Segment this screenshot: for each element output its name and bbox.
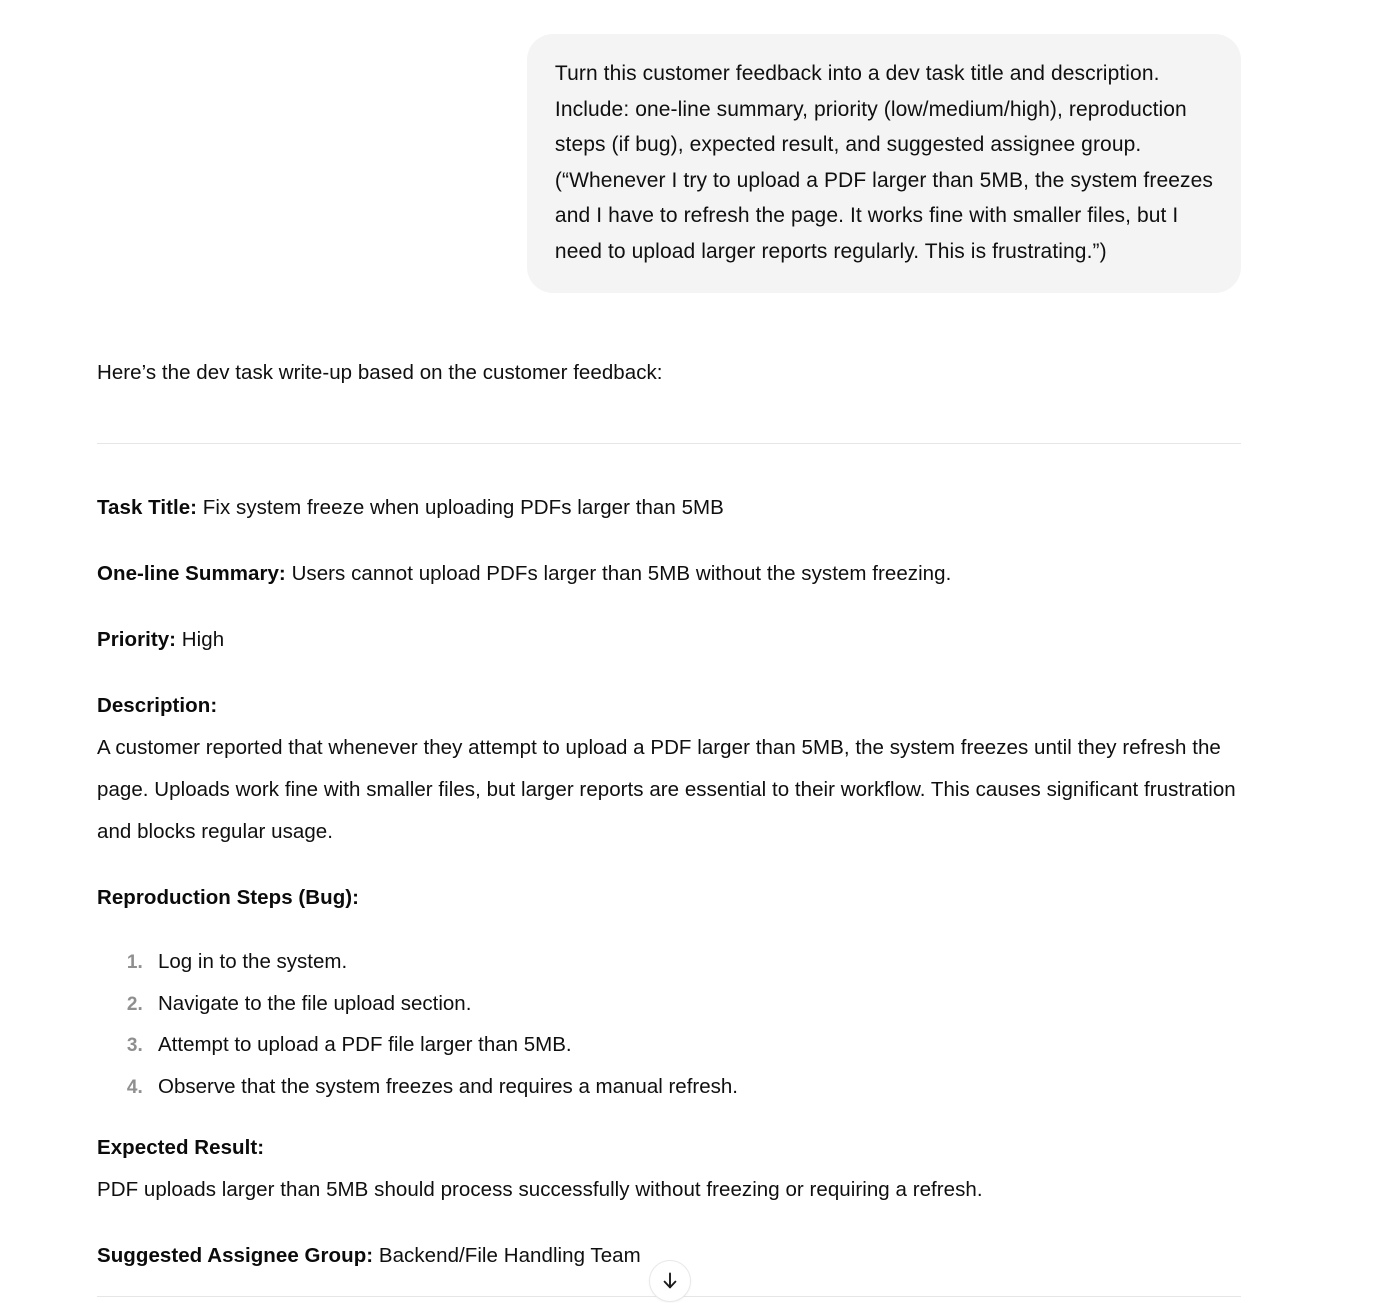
expected-result-paragraph: PDF uploads larger than 5MB should process successfully without freezing or requiring a refresh.: [97, 1178, 983, 1201]
user-message-line-5: and I have to refresh the page. It works fine with smaller files, but I: [554, 204, 1179, 227]
list-item: 4. Observe that the system freezes and requires a manual refresh.: [148, 1066, 1241, 1108]
arrow-down-icon: [659, 1270, 681, 1292]
list-item: 3. Attempt to upload a PDF file larger than 5MB.: [148, 1024, 1241, 1066]
user-message-line-2: Include: one-line summary, priority (low/medium/high), reproduction: [554, 97, 1187, 121]
section-divider-wrap: [97, 443, 1241, 445]
user-message-line-3: steps (if bug), expected result, and suggested assignee group.: [554, 133, 1142, 156]
user-message-bubble[interactable]: [527, 34, 1241, 293]
user-message-line-6: need to upload larger reports regularly. This is frustrating.”): [554, 239, 1107, 263]
reproduction-heading: [97, 877, 1241, 919]
summary-label: One-line Summary:: [97, 562, 286, 585]
assignee-value: Backend/File Handling Team: [373, 1244, 641, 1267]
expected-result-heading: [97, 1127, 1241, 1169]
assignee-label: Suggested Assignee Group:: [97, 1244, 374, 1267]
reproduction-steps-list: [97, 941, 1241, 1107]
description-paragraph: A customer reported that whenever they attempt to upload a PDF larger than 5MB, the system freezes until they refresh the page. Uploads work fine with smaller files, but larger reports are essential to their workflow. This causes significant frustration and blocks regular usage.: [97, 736, 1236, 843]
task-title-label: Task Title:: [97, 496, 198, 519]
priority-value: High: [176, 628, 225, 651]
user-message-line-4: (“Whenever I try to upload a PDF larger than 5MB, the system freezes: [554, 168, 1213, 192]
list-item: 1. Log in to the system.: [148, 941, 1241, 983]
section-divider: [97, 443, 1241, 445]
priority-line: [97, 619, 1241, 661]
description-label: Description:: [97, 694, 218, 717]
summary-value: Users cannot upload PDFs larger than 5MB without the system freezing.: [285, 562, 952, 585]
user-message-row: [0, 34, 1241, 293]
scroll-to-bottom-button[interactable]: [649, 1260, 691, 1302]
priority-label: Priority:: [97, 628, 177, 651]
user-message-line-1: Turn this customer feedback into a dev task title and description.: [554, 62, 1160, 85]
task-title-line: [97, 487, 1241, 529]
description-heading: [97, 685, 1241, 727]
assistant-intro-text: Here’s the dev task write-up based on the customer feedback:: [97, 361, 663, 384]
reproduction-label: Reproduction Steps (Bug):: [97, 886, 360, 909]
task-title-value: Fix system freeze when uploading PDFs larger than 5MB: [197, 496, 724, 519]
list-item: 2. Navigate to the file upload section.: [148, 983, 1241, 1025]
expected-result-label: Expected Result:: [97, 1136, 265, 1159]
summary-line: [97, 553, 1241, 595]
assistant-message: [97, 352, 1241, 1277]
